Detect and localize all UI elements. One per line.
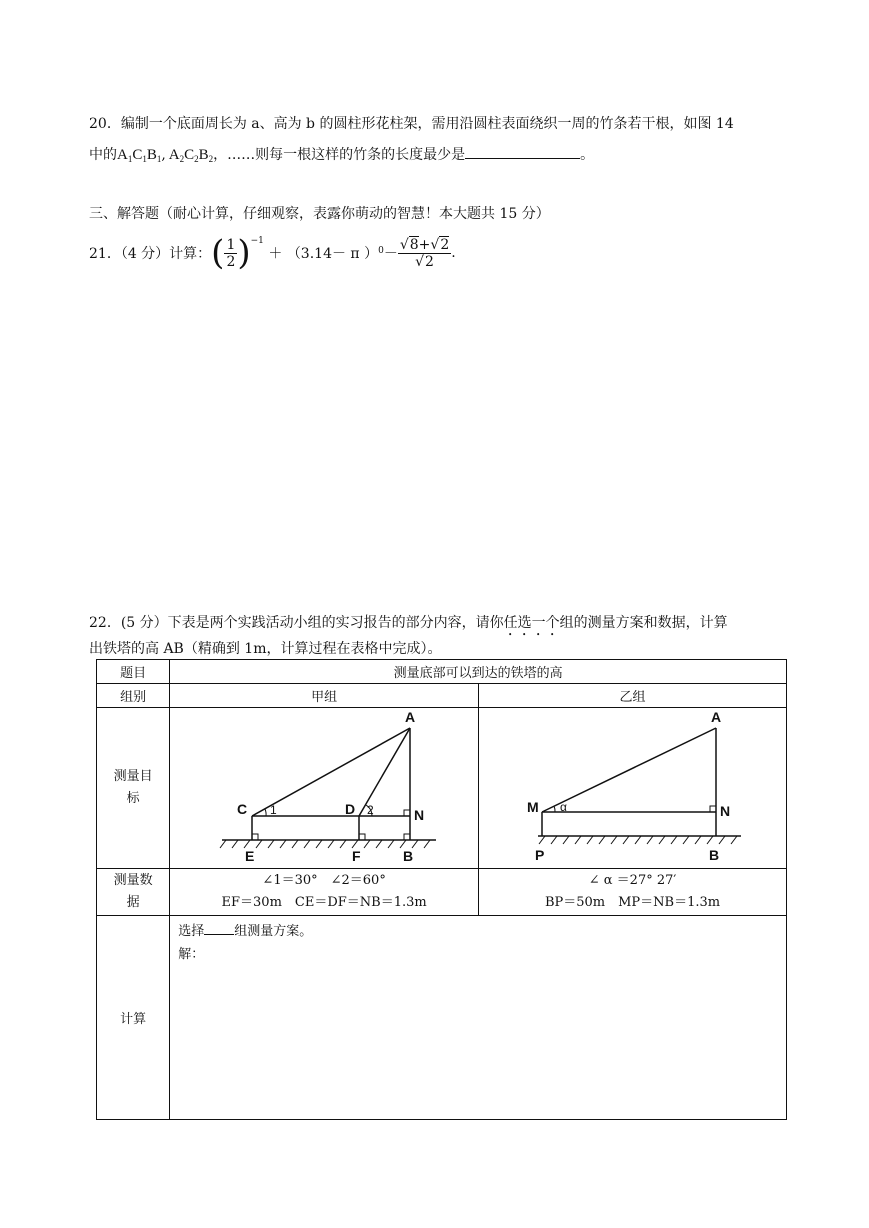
topic-value: 测量底部可以到达的铁塔的高 — [170, 660, 787, 684]
q20-prefix: 中的 — [89, 147, 117, 163]
angle1-arc — [265, 809, 266, 816]
figure-a-cell — [170, 708, 479, 869]
data-a: ∠1＝30° ∠2＝60° EF＝30m CE＝DF＝NB＝1.3m — [170, 869, 479, 916]
calc-group-blank[interactable] — [204, 934, 234, 935]
target-label: 测量目 标 — [97, 708, 170, 869]
q21-exponent: −1 — [250, 236, 264, 246]
q22-line2: 出铁塔的高 AB（精确到 1m，计算过程在表格中完成）。 — [89, 641, 442, 657]
group-a: 甲组 — [170, 684, 479, 708]
label-n-b: N — [719, 803, 730, 819]
q20-line1: 20．编制一个底面周长为 a、高为 b 的圆柱形花柱架，需用沿圆柱表面绕织一周的竹条若干根，如图 14 — [89, 116, 734, 132]
label-c: C — [237, 801, 248, 817]
ground-hatch-a — [220, 840, 430, 848]
data-b: ∠ α ＝27° 27′ BP＝50m MP＝NB＝1.3m — [479, 869, 787, 916]
calc-solve: 解： — [178, 947, 205, 962]
label-e: E — [245, 848, 255, 864]
table-row-group — [97, 684, 787, 708]
label-a-b: A — [710, 709, 721, 725]
q21-expression: 21．（4 分）计算：( $\frac{1}{2}$ )$^{-1}$ ＋ （3.14－ π ）$^0$－ $\frac{√8+√2}{√2}$ . — [89, 233, 456, 273]
right-angle-b — [404, 834, 410, 840]
right-angle-n — [404, 810, 410, 816]
table-row-calc — [97, 916, 787, 1120]
q21-fraction-half: $\frac{1}{2}$ — [226, 236, 236, 270]
calc-label: 计算 — [97, 916, 170, 1120]
right-angle-f — [359, 834, 365, 840]
q21-pi-term: （3.14－ π ）$^0$ — [286, 246, 384, 262]
section3-title: 三、解答题（耐心计算，仔细观察，表露你萌动的智慧！本大题共 15 分） — [89, 206, 550, 222]
calc-area[interactable] — [170, 916, 787, 1120]
q20-segment1: $A_1C_1B_1$ — [117, 147, 162, 164]
q20-suffix: ，……则每一根这样的竹条的长度最少是 — [213, 147, 466, 163]
q20-end: 。 — [580, 147, 595, 163]
report-table — [96, 659, 787, 1120]
right-angle-e — [252, 834, 258, 840]
alpha-arc — [554, 806, 555, 812]
right-angle-n-b — [710, 806, 716, 812]
line-ma — [542, 728, 716, 812]
table-row-topic — [97, 660, 787, 684]
label-f: F — [352, 848, 361, 864]
label-b: B — [403, 848, 414, 864]
label-d: D — [345, 801, 356, 817]
label-alpha: α — [559, 800, 567, 814]
label-b-b: B — [708, 847, 719, 863]
ground-hatch-b — [539, 836, 737, 844]
table-row-data — [97, 869, 787, 916]
label-p: P — [534, 847, 544, 863]
label-a: A — [405, 709, 416, 725]
label-n: N — [414, 807, 425, 823]
figure-a — [174, 708, 474, 864]
label-m: M — [526, 799, 539, 815]
q21-label: 21．（4 分）计算： — [89, 246, 212, 262]
q22-line1: 22．(5 分）下表是两个实践活动小组的实习报告的部分内容，请你任选一个组的测量方案和数据，计算 — [89, 615, 728, 631]
calc-choose-line: 选择 组测量方案。 — [178, 924, 313, 939]
q21-fraction-roots: $\frac{√8+√2}{√2}$ — [399, 236, 450, 270]
label-angle2: 2 — [367, 803, 374, 817]
data-label: 测量数 据 — [97, 869, 170, 916]
q20-line2: 中的$A_1C_1B_1$, $A_2C_2B_2$，……则每一根这样的竹条的长度最少是 。 — [89, 147, 595, 164]
q22-emphasis: 任选一个 — [503, 615, 560, 631]
group-label: 组别 — [97, 684, 170, 708]
figure-b-cell — [479, 708, 787, 869]
figure-b — [483, 708, 783, 864]
q20-answer-blank[interactable] — [465, 158, 580, 159]
label-angle1: 1 — [270, 803, 277, 817]
table-row-target — [97, 708, 787, 869]
topic-label: 题目 — [97, 660, 170, 684]
q20-segment2: $A_2C_2B_2$ — [168, 147, 214, 164]
group-b: 乙组 — [479, 684, 787, 708]
